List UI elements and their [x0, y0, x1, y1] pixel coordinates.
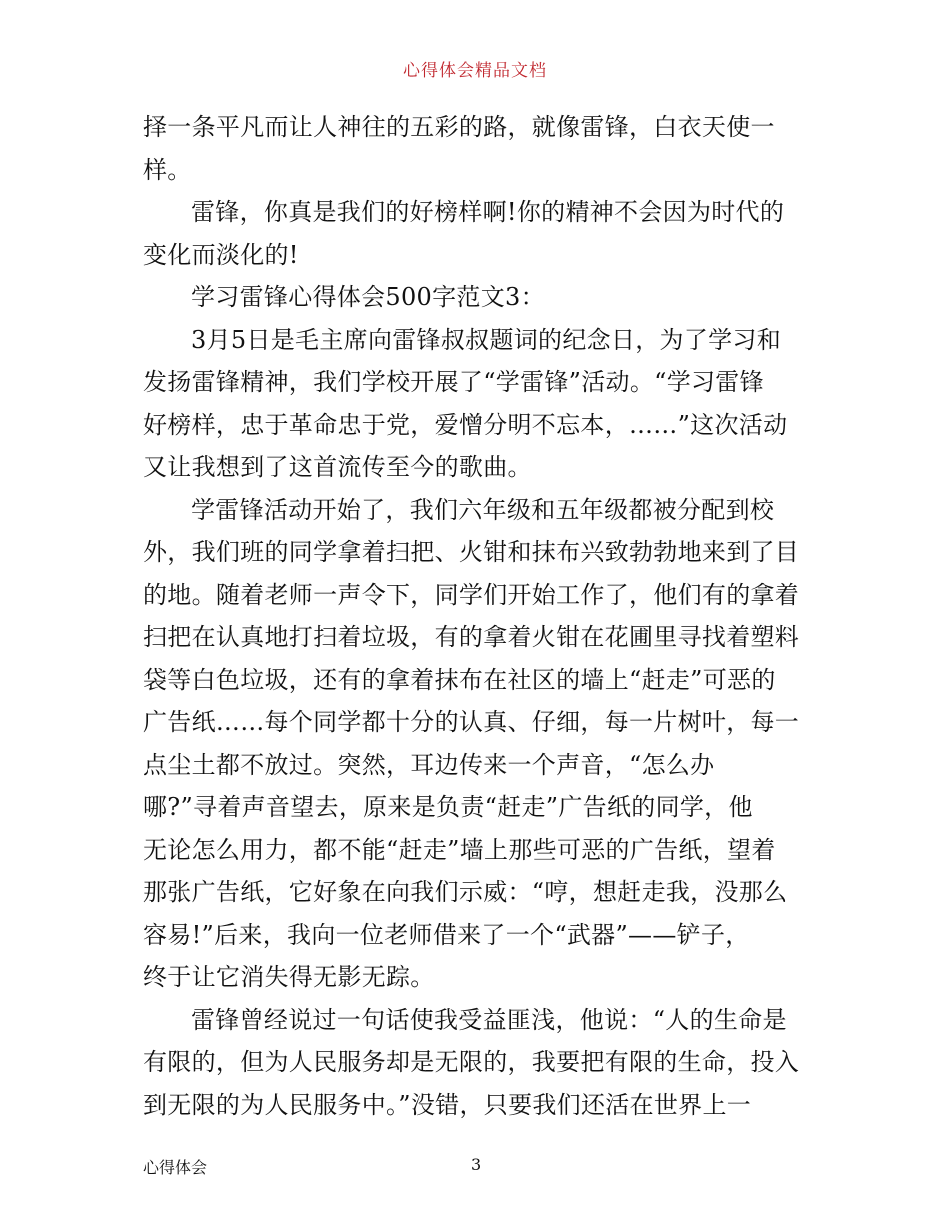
- page-header-title: 心得体会精品文档: [403, 61, 547, 81]
- page-number: 3: [471, 1155, 482, 1174]
- text-line: 无论怎么用力，都不能“赶走”墙上那些可恶的广告纸，望着: [143, 835, 776, 864]
- text-line: 的地。随着老师一声令下，同学们开始工作了，他们有的拿着: [143, 580, 800, 609]
- text-line: 终于让它消失得无影无踪。: [143, 963, 435, 991]
- text-line: 外，我们班的同学拿着扫把、火钳和抹布兴致勃勃地来到了目: [143, 538, 800, 566]
- text-line: 学雷锋活动开始了，我们六年级和五年级都被分配到校: [191, 495, 775, 524]
- text-line: 有限的，但为人民服务却是无限的，我要把有限的生命，投入: [143, 1048, 800, 1076]
- text-line: 学习雷锋心得体会500字范文3：: [191, 283, 545, 311]
- text-line: 雷锋曾经说过一句话使我受益匪浅，他说：“人的生命是: [191, 1005, 787, 1034]
- text-line: 容易!”后来，我向一位老师借来了一个“武器”——铲子，: [143, 920, 750, 949]
- text-line: 择一条平凡而让人神往的五彩的路，就像雷锋，白衣天使一: [143, 113, 775, 141]
- text-line: 袋等白色垃圾，还有的拿着抹布在社区的墙上“赶走”可恶的: [143, 665, 776, 694]
- document-body: [143, 106, 813, 1126]
- text-line: 样。: [143, 155, 192, 184]
- text-line: 那张广告纸，它好象在向我们示威：“哼，想赶走我，没那么: [143, 878, 788, 906]
- text-line: 变化而淡化的!: [143, 240, 299, 269]
- text-line: 点尘土都不放过。突然，耳边传来一个声音，“怎么办: [143, 750, 715, 779]
- text-line: 发扬雷锋精神，我们学校开展了“学雷锋”活动。“学习雷锋: [143, 368, 764, 396]
- text-line: 扫把在认真地打扫着垃圾，有的拿着火钳在花圃里寻找着塑料: [143, 623, 800, 651]
- text-line: 到无限的为人民服务中。”没错，只要我们还活在世界上一: [143, 1090, 752, 1119]
- text-line: 又让我想到了这首流传至今的歌曲。: [143, 453, 532, 481]
- text-line: 好榜样，忠于革命忠于党，爱憎分明不忘本，……”这次活动: [143, 410, 788, 439]
- text-line: 雷锋，你真是我们的好榜样啊!你的精神不会因为时代的: [191, 198, 785, 226]
- footer-label: 心得体会: [143, 1158, 208, 1177]
- text-line: 广告纸……每个同学都十分的认真、仔细，每一片树叶，每一: [143, 708, 800, 736]
- text-line: 哪?”寻着声音望去，原来是负责“赶走”广告纸的同学，他: [143, 793, 753, 821]
- text-line: 3月5日是毛主席向雷锋叔叔题词的纪念日，为了学习和: [191, 325, 782, 354]
